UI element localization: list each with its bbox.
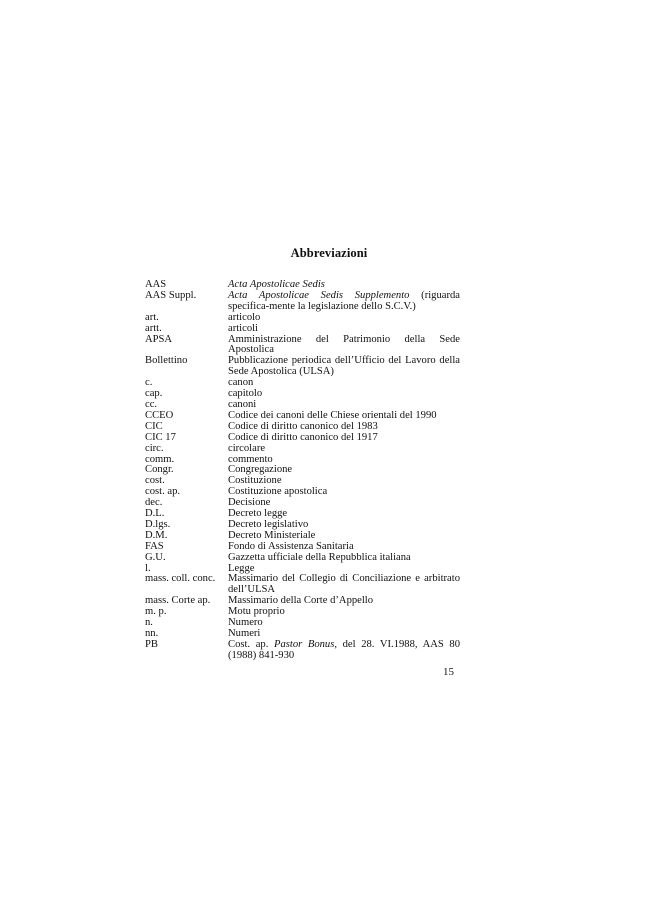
definition-segment: (riguarda specifica-mente la legislazione dello S.C.V.) [228, 289, 460, 312]
abbreviation-term: D.lgs. [145, 518, 171, 530]
definition-segment: Pastor Bonus [273, 638, 335, 650]
abbreviation-definition [228, 618, 460, 629]
definition-segment: Acta Apostolicae Sedis [228, 279, 325, 290]
abbreviation-row [145, 574, 460, 596]
abbreviation-definition [228, 313, 460, 324]
abbreviation-term: Bollettino [145, 355, 188, 367]
abbreviation-row [145, 640, 460, 662]
abbreviation-row [145, 553, 460, 564]
abbreviation-term: Congr. [145, 464, 174, 476]
definition-segment: Decreto Ministeriale [228, 529, 316, 541]
definition-segment: Decreto legislativo [228, 518, 309, 530]
abbreviation-definition [228, 640, 460, 662]
definition-segment: , del 28. VI.1988, AAS 80 (1988) 841-930 [228, 638, 460, 661]
definition-segment: Pubblicazione periodica dell’Ufficio del Lavoro della Sede Apostolica (ULSA) [228, 355, 460, 378]
abbreviation-term: PB [145, 638, 158, 650]
abbreviation-row [145, 313, 460, 324]
definition-segment: articolo [228, 311, 261, 323]
definition-segment: Numero [228, 617, 263, 629]
abbreviation-term: cc. [145, 398, 158, 410]
abbreviation-term: D.M. [145, 529, 168, 541]
definition-segment: Codice dei canoni delle Chiese orientali del 1990 [228, 409, 437, 421]
definition-segment: Codice di diritto canonico del 1983 [228, 420, 378, 432]
abbreviation-term: CCEO [145, 409, 174, 421]
abbreviation-term: n. [145, 617, 153, 629]
abbreviation-term: l. [145, 562, 151, 574]
abbreviation-list [145, 280, 460, 662]
abbreviation-term: cost. ap. [145, 486, 181, 498]
abbreviation-row [145, 618, 460, 629]
abbreviation-row [145, 596, 460, 607]
definition-segment: commento [228, 453, 273, 465]
page-title: Abbreviazioni [290, 246, 368, 260]
definition-segment: Costituzione apostolica [228, 486, 328, 498]
abbreviation-term: AAS [145, 279, 167, 290]
abbreviation-term: c. [145, 377, 153, 389]
abbreviation-definition [228, 553, 460, 564]
abbreviation-term: comm. [145, 453, 175, 465]
definition-segment: circolare [228, 442, 266, 454]
abbreviation-definition [228, 574, 460, 596]
definition-segment: Motu proprio [228, 606, 285, 618]
abbreviation-term: D.L. [145, 508, 165, 520]
abbreviation-definition [228, 356, 460, 378]
definition-segment: Congregazione [228, 464, 293, 476]
abbreviation-term: cost. [145, 475, 165, 487]
definition-segment: Codice di diritto canonico del 1917 [228, 431, 378, 443]
definition-segment: Decreto legge [228, 508, 288, 520]
definition-segment: Acta Apostolicae Sedis Supplemento [228, 289, 410, 301]
abbreviation-definition [228, 389, 460, 400]
definition-segment: Cost. ap. [228, 638, 274, 650]
abbreviation-row [145, 465, 460, 476]
abbreviation-row [145, 607, 460, 618]
abbreviation-definition [228, 607, 460, 618]
abbreviation-term: mass. Corte ap. [145, 595, 211, 607]
abbreviation-row [145, 356, 460, 378]
abbreviation-row [145, 498, 460, 509]
definition-segment: canoni [228, 398, 257, 410]
abbreviation-row [145, 433, 460, 444]
abbreviation-term: CIC [145, 420, 163, 432]
definition-segment: Legge [228, 562, 255, 574]
definition-segment: Gazzetta ufficiale della Repubblica italiana [228, 551, 411, 563]
abbreviation-term: CIC 17 [145, 431, 176, 443]
abbreviation-row [145, 444, 460, 455]
definition-segment: Massimario della Corte d’Appello [228, 595, 374, 607]
abbreviation-term: FAS [145, 540, 164, 552]
abbreviation-term: G.U. [145, 551, 166, 563]
abbreviation-row [145, 291, 460, 313]
abbreviation-term: artt. [145, 322, 162, 334]
definition-segment: articoli [228, 322, 259, 334]
abbreviation-term: nn. [145, 628, 159, 639]
definition-segment: canon [228, 377, 254, 389]
definition-segment: Amministrazione del Patrimonio della Sede Apostolica [228, 333, 460, 356]
abbreviation-row [145, 389, 460, 400]
abbreviation-definition [228, 378, 460, 389]
definition-segment: Decisione [228, 497, 271, 509]
abbreviation-row [145, 378, 460, 389]
abbreviation-term: mass. coll. conc. [145, 573, 216, 585]
abbreviation-term: art. [145, 311, 159, 323]
definition-segment: capitolo [228, 388, 263, 400]
abbreviation-definition [228, 335, 460, 357]
abbreviation-term: APSA [145, 333, 173, 345]
abbreviation-row [145, 487, 460, 498]
page-number: 15 [443, 666, 454, 678]
abbreviation-term: dec. [145, 497, 163, 509]
abbreviation-term: circ. [145, 442, 164, 454]
abbreviation-row [145, 455, 460, 466]
abbreviation-definition [228, 291, 460, 313]
abbreviation-term: cap. [145, 388, 163, 400]
definition-segment: Massimario del Collegio di Conciliazione e arbitrato dell’ULSA [228, 573, 460, 596]
abbreviation-term: AAS Suppl. [145, 289, 197, 301]
abbreviation-row [145, 335, 460, 357]
definition-segment: Fondo di Assistenza Sanitaria [228, 540, 354, 552]
definition-segment: Costituzione [228, 475, 282, 487]
abbreviation-term: m. p. [145, 606, 167, 618]
definition-segment: Numeri [228, 628, 261, 639]
